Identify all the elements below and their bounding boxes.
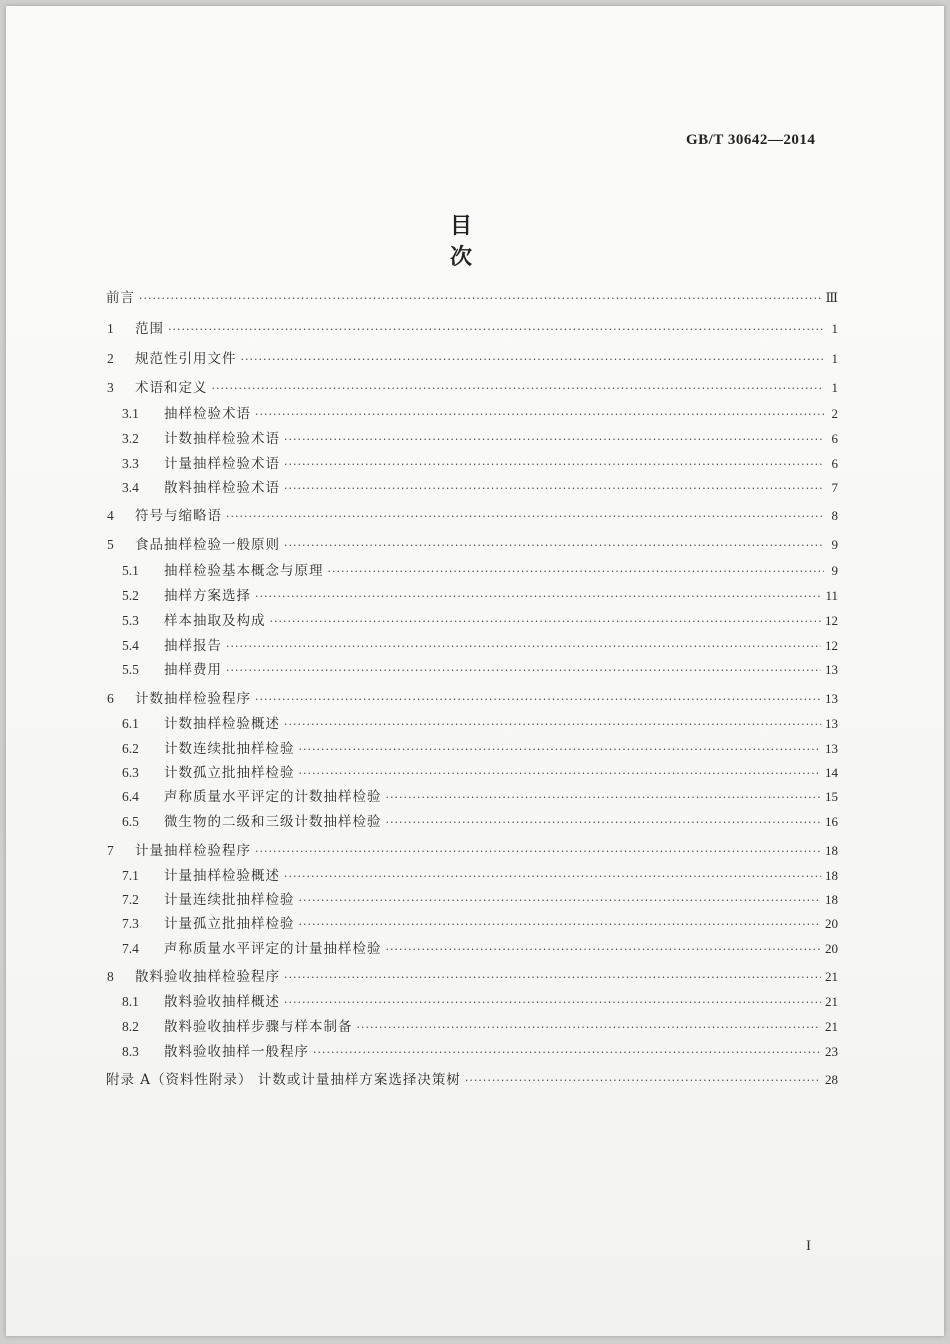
toc-entry[interactable] — [122, 584, 838, 604]
toc-entry-page: 20 — [825, 941, 838, 956]
toc-entry[interactable] — [107, 965, 838, 985]
toc-entry-number: 3.1 — [122, 406, 139, 421]
toc-entry-number: 2 — [107, 351, 114, 366]
toc-entry-number: 8.2 — [122, 1019, 139, 1034]
toc-title: 目 次 — [449, 214, 512, 270]
toc-entry-title: 计量抽样检验术语 — [164, 456, 280, 472]
toc-entry-title: 规范性引用文件 — [135, 351, 237, 367]
toc-entry[interactable] — [107, 839, 838, 859]
toc-dot-leader — [299, 743, 822, 756]
toc-entry-title: 计量抽样检验程序 — [135, 843, 251, 859]
toc-entry[interactable] — [122, 864, 838, 884]
toc-entry-title: 抽样检验术语 — [164, 406, 251, 422]
toc-entry-title: 附录 A（资料性附录） 计数或计量抽样方案选择决策树 — [106, 1072, 461, 1088]
toc-entry[interactable] — [122, 476, 838, 496]
toc-entry-page: 16 — [825, 814, 838, 829]
toc-dot-leader — [284, 539, 824, 552]
toc-entry[interactable] — [107, 533, 838, 553]
toc-entry-number: 6.1 — [122, 716, 139, 731]
toc-entry[interactable] — [122, 427, 838, 447]
toc-dot-leader — [284, 458, 824, 471]
toc-dot-leader — [255, 693, 821, 706]
toc-entry-number: 7 — [107, 843, 114, 858]
toc-entry-number: 6.4 — [122, 789, 139, 804]
page-number: I — [806, 1238, 811, 1254]
toc-entry[interactable] — [122, 609, 838, 629]
toc-dot-leader — [270, 615, 822, 628]
toc-dot-leader — [226, 640, 821, 653]
toc-dot-leader — [284, 433, 824, 446]
toc-entry-title: 计量抽样检验概述 — [164, 868, 280, 884]
toc-entry[interactable] — [107, 504, 838, 524]
toc-dot-leader — [255, 408, 824, 421]
toc-entry-number: 7.2 — [122, 892, 139, 907]
toc-entry[interactable] — [106, 1068, 838, 1088]
toc-entry-number: 5.4 — [122, 638, 139, 653]
toc-entry-number: 3.3 — [122, 456, 139, 471]
toc-entry-page: 1 — [831, 321, 838, 336]
toc-entry[interactable] — [122, 937, 838, 957]
toc-dot-leader — [299, 767, 822, 780]
toc-entry-page: 21 — [825, 994, 838, 1009]
toc-entry[interactable] — [122, 990, 838, 1010]
toc-dot-leader — [284, 870, 821, 883]
document-code: GB/T 30642—2014 — [686, 132, 816, 148]
toc-dot-leader — [328, 565, 825, 578]
toc-entry[interactable] — [122, 658, 838, 678]
toc-dot-leader — [386, 791, 822, 804]
toc-entry-number: 5.5 — [122, 662, 139, 677]
toc-dot-leader — [139, 292, 821, 305]
toc-dot-leader — [299, 918, 822, 931]
toc-entry[interactable] — [122, 452, 838, 472]
toc-entry-number: 7.4 — [122, 941, 139, 956]
toc-entry[interactable] — [122, 634, 838, 654]
toc-entry-number: 5.1 — [122, 563, 139, 578]
toc-entry-number: 6.2 — [122, 741, 139, 756]
toc-entry-number: 7.1 — [122, 868, 139, 883]
toc-entry-number: 6.5 — [122, 814, 139, 829]
toc-entry-page: 13 — [825, 691, 838, 706]
toc-dot-leader — [284, 718, 821, 731]
toc-entry-title: 计量孤立批抽样检验 — [164, 916, 295, 932]
toc-entry-number: 5 — [107, 537, 114, 552]
toc-entry-page: 13 — [825, 741, 838, 756]
toc-entry[interactable] — [122, 810, 838, 830]
toc-dot-leader — [168, 323, 824, 336]
toc-entry-page: 18 — [825, 843, 838, 858]
toc-dot-leader — [212, 382, 825, 395]
toc-entry-number: 8.1 — [122, 994, 139, 1009]
toc-dot-leader — [284, 482, 824, 495]
toc-entry-page: 28 — [825, 1072, 838, 1087]
toc-entry-page: 14 — [825, 765, 838, 780]
toc-entry-page: 18 — [825, 892, 838, 907]
toc-dot-leader — [241, 353, 825, 366]
toc-entry-title: 计量连续批抽样检验 — [164, 892, 295, 908]
toc-entry[interactable] — [107, 376, 838, 396]
toc-entry-page: 23 — [825, 1044, 838, 1059]
toc-entry-page: 6 — [831, 431, 838, 446]
toc-entry-page: 21 — [825, 969, 838, 984]
toc-entry[interactable] — [122, 761, 838, 781]
toc-entry-title: 计数连续批抽样检验 — [164, 741, 295, 757]
toc-entry-title: 散料验收抽样一般程序 — [164, 1044, 309, 1060]
toc-entry-title: 计数抽样检验程序 — [135, 691, 251, 707]
toc-entry-page: 9 — [831, 563, 838, 578]
toc-entry-title: 样本抽取及构成 — [164, 613, 266, 629]
toc-entry-page: 20 — [825, 916, 838, 931]
toc-entry[interactable] — [106, 286, 838, 306]
toc-entry-page: 18 — [825, 868, 838, 883]
toc-dot-leader — [299, 894, 822, 907]
toc-entry-number: 3 — [107, 380, 114, 395]
toc-entry-title: 散料验收抽样步骤与样本制备 — [164, 1019, 353, 1035]
toc-entry-title: 抽样方案选择 — [164, 588, 251, 604]
toc-entry[interactable] — [107, 687, 838, 707]
toc-entry-number: 1 — [107, 321, 114, 336]
toc-dot-leader — [226, 664, 821, 677]
toc-entry-number: 3.2 — [122, 431, 139, 446]
toc-dot-leader — [284, 971, 821, 984]
toc-entry-number: 4 — [107, 508, 114, 523]
toc-entry-number: 5.2 — [122, 588, 139, 603]
toc-dot-leader — [284, 996, 821, 1009]
toc-dot-leader — [357, 1021, 822, 1034]
toc-entry-page: 21 — [825, 1019, 838, 1034]
toc-entry-title: 散料抽样检验术语 — [164, 480, 280, 496]
toc-entry-number: 8 — [107, 969, 114, 984]
toc-entry[interactable] — [122, 712, 838, 732]
toc-entry-title: 计数抽样检验概述 — [164, 716, 280, 732]
toc-entry-page: 2 — [831, 406, 838, 421]
toc-entry-title: 抽样报告 — [164, 638, 222, 654]
toc-dot-leader — [255, 845, 821, 858]
toc-entry-page: 7 — [831, 480, 838, 495]
toc-entry-page: 11 — [825, 588, 838, 603]
toc-entry-page: 9 — [831, 537, 838, 552]
toc-entry-title: 声称质量水平评定的计量抽样检验 — [164, 941, 382, 957]
toc-entry-title: 符号与缩略语 — [135, 508, 222, 524]
toc-entry-page: 15 — [825, 789, 838, 804]
toc-entry-page: 12 — [825, 638, 838, 653]
toc-entry[interactable] — [107, 347, 838, 367]
toc-entry-page: 13 — [825, 716, 838, 731]
toc-entry-title: 散料验收抽样概述 — [164, 994, 280, 1010]
toc-entry-title: 前言 — [106, 290, 135, 306]
toc-entry-number: 7.3 — [122, 916, 139, 931]
toc-entry-page: Ⅲ — [825, 290, 838, 305]
toc-dot-leader — [386, 816, 822, 829]
toc-entry[interactable] — [122, 402, 838, 422]
toc-entry-title: 抽样费用 — [164, 662, 222, 678]
toc-entry-title: 声称质量水平评定的计数抽样检验 — [164, 789, 382, 805]
toc-entry-number: 6 — [107, 691, 114, 706]
toc-entry-page: 1 — [831, 351, 838, 366]
document-page — [6, 6, 944, 1336]
toc-entry-title: 术语和定义 — [135, 380, 208, 396]
toc-entry-page: 8 — [831, 508, 838, 523]
toc-dot-leader — [465, 1074, 821, 1087]
toc-entry[interactable] — [122, 912, 838, 932]
toc-entry-title: 范围 — [135, 321, 164, 337]
toc-entry-title: 食品抽样检验一般原则 — [135, 537, 280, 553]
toc-entry-number: 3.4 — [122, 480, 139, 495]
toc-entry-number: 8.3 — [122, 1044, 139, 1059]
toc-entry-title: 计数孤立批抽样检验 — [164, 765, 295, 781]
toc-entry[interactable] — [122, 785, 838, 805]
toc-entry[interactable] — [122, 1040, 838, 1060]
toc-entry[interactable] — [122, 737, 838, 757]
toc-entry-title: 微生物的二级和三级计数抽样检验 — [164, 814, 382, 830]
toc-entry-page: 12 — [825, 613, 838, 628]
toc-entry-number: 5.3 — [122, 613, 139, 628]
toc-entry-number: 6.3 — [122, 765, 139, 780]
toc-entry[interactable] — [122, 888, 838, 908]
toc-entry[interactable] — [122, 559, 838, 579]
toc-dot-leader — [226, 510, 824, 523]
toc-entry-page: 13 — [825, 662, 838, 677]
toc-entry-title: 抽样检验基本概念与原理 — [164, 563, 324, 579]
toc-entry[interactable] — [107, 317, 838, 337]
toc-entry-page: 6 — [831, 456, 838, 471]
toc-dot-leader — [386, 943, 822, 956]
toc-entry[interactable] — [122, 1015, 838, 1035]
toc-dot-leader — [255, 590, 821, 603]
toc-entry-title: 散料验收抽样检验程序 — [135, 969, 280, 985]
toc-dot-leader — [313, 1046, 821, 1059]
toc-entry-title: 计数抽样检验术语 — [164, 431, 280, 447]
toc-entry-page: 1 — [831, 380, 838, 395]
